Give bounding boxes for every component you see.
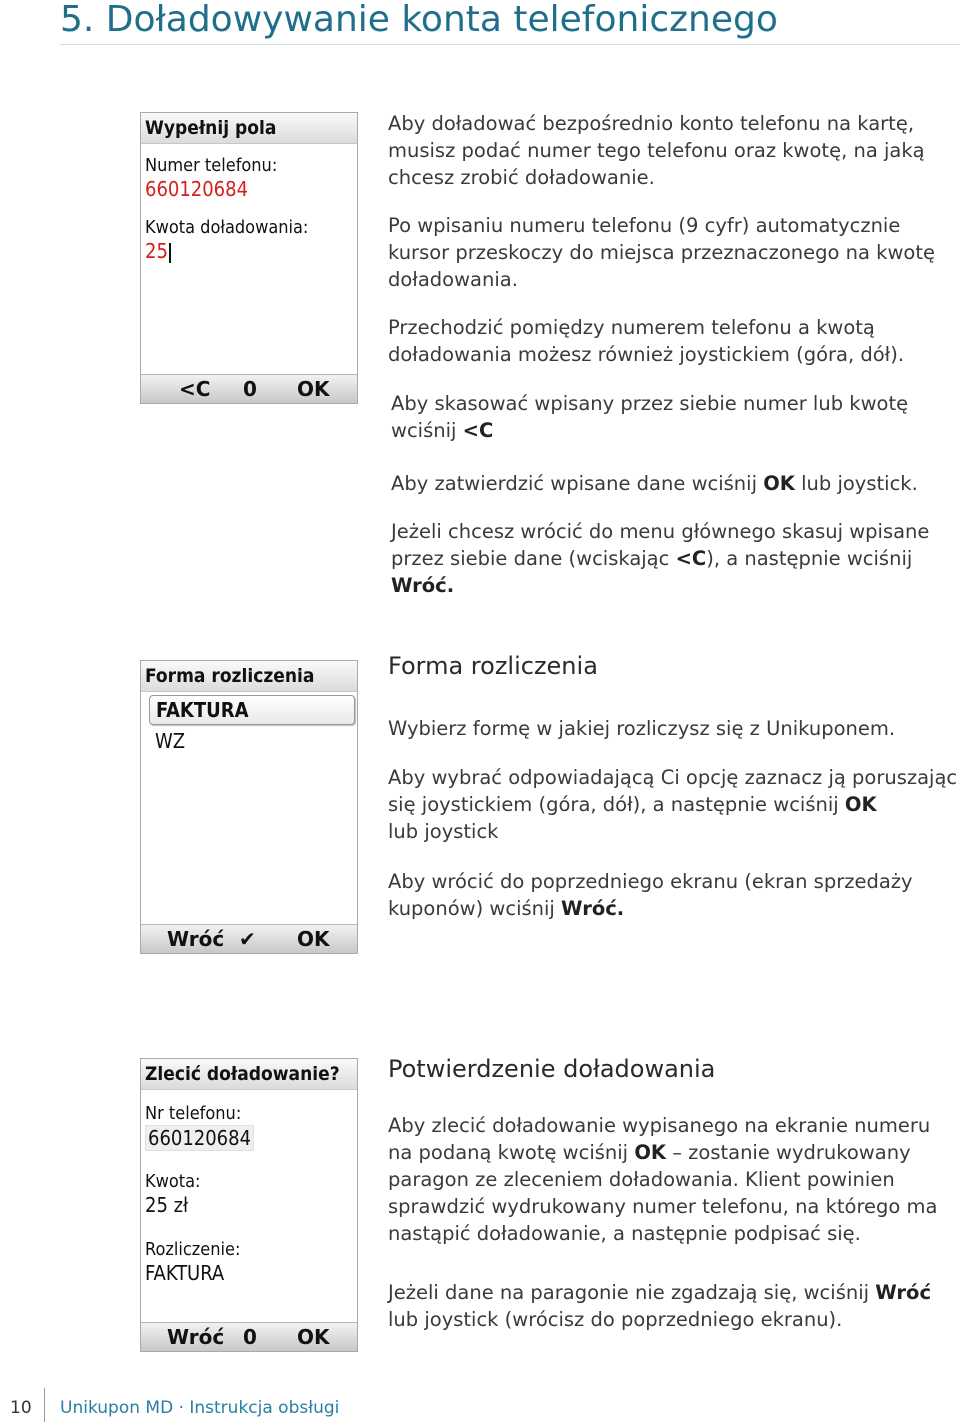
amount-value: 25 zł [145,1193,189,1217]
amount-value: 25 [145,239,168,263]
section2-paragraph-2 [388,764,960,845]
section2-paragraph-3 [388,868,928,922]
section1-paragraph-4 [391,390,911,444]
section1-paragraph-1: Aby doładować bezpośrednio konto telefonu na kartę, musisz podać numer tego telefonu oraz kwotę, na jaką chcesz zrobić doładowanie. [388,112,925,189]
settlement-value: FAKTURA [145,1261,225,1285]
text: Jeżeli chcesz wrócić do menu głównego skasuj wpisane przez siebie dane (wciskając [391,520,930,570]
settlement-label: Rozliczenie: [145,1239,241,1260]
amount-input [145,239,171,263]
screen-header: Zlecić doładowanie? [141,1059,357,1090]
back-softkey[interactable]: Wróć [167,1325,225,1349]
text: lub joystick [388,820,499,843]
back-softkey[interactable]: Wróć [167,927,225,951]
back-key-ref: Wróć. [561,897,625,920]
text: Aby wybrać odpowiadającą Ci opcję zaznacz ją poruszając się joystickiem (góra, dół), a następnie wciśnij [388,766,958,816]
phone-screen-settlement [140,660,358,954]
phone-number-label: Numer telefonu: [145,155,278,176]
text: ), a następnie wciśnij [706,547,913,570]
option-faktura[interactable] [149,695,355,725]
option-wz[interactable]: WZ [155,729,186,753]
section3-paragraph-2 [388,1279,954,1333]
clear-softkey[interactable]: <C [179,377,211,401]
phone-screen-confirm [140,1058,358,1352]
softkey-bar [141,374,357,403]
back-key-ref: Wróć [875,1281,932,1304]
amount-label: Kwota doładowania: [145,217,309,238]
phone-number-value: 660120684 [145,177,249,201]
footer-title: Unikupon MD · Instrukcja obsługi [60,1398,340,1418]
text: – zostanie wydrukowany paragon ze zleceniem doładowania. Klient powinien sprawdzić wydrukowany numer telefonu, na którego ma nastąpić doładowanie, a następnie podpisać się. [388,1141,938,1245]
text: Aby zatwierdzić wpisane dane wciśnij [391,472,764,495]
softkey-bar [141,1322,357,1351]
section2-paragraph-1: Wybierz formę w jakiej rozliczysz się z Unikuponem. [388,717,896,740]
section1-paragraph-6 [391,518,931,599]
ok-softkey[interactable]: OK [297,1325,330,1349]
ok-key-ref: OK [763,472,795,495]
page-number: 10 [10,1398,32,1418]
option-faktura-label: FAKTURA [156,698,249,722]
text: Aby skasować wpisany przez siebie numer lub kwotę wciśnij [391,392,909,442]
text: Aby zlecić doładowanie wypisanego na ekranie numeru na podaną kwotę wciśnij [388,1114,931,1164]
clear-key-ref: <C [462,419,494,442]
ok-key-ref: OK [844,793,877,816]
ok-softkey[interactable]: OK [297,927,330,951]
softkey-bar [141,924,357,953]
title-divider [60,44,960,45]
screen-header: Forma rozliczenia [141,661,357,692]
text: lub joystick (wrócisz do poprzedniego ekranu). [388,1308,843,1331]
amount-label: Kwota: [145,1171,201,1192]
clear-key-ref: <C [675,547,707,570]
section2-heading: Forma rozliczenia [388,652,598,680]
phone-number-value: 660120684 [145,1125,254,1151]
page-title: 5. Doładowywanie konta telefonicznego [60,0,778,40]
phone-screen-fill-fields [140,112,358,404]
ok-softkey[interactable]: OK [297,377,330,401]
section3-paragraph-1 [388,1112,954,1247]
zero-softkey[interactable]: 0 [243,377,257,401]
text: Aby wrócić do poprzedniego ekranu (ekran sprzedaży kuponów) wciśnij [388,870,913,920]
section1-paragraph-2: Po wpisaniu numeru telefonu (9 cyfr) automatycznie kursor przeskoczy do miejsca przeznaczonego na kwotę doładowania. [388,214,935,291]
ok-key-ref: OK [634,1141,666,1164]
section1-paragraph-5 [391,470,951,497]
text-cursor [169,243,171,263]
text: Jeżeli dane na paragonie nie zgadzają się, wciśnij [388,1281,876,1304]
screen-header: Wypełnij pola [141,113,357,144]
section1-paragraph-3: Przechodzić pomiędzy numerem telefonu a kwotą doładowania możesz również joystickiem (góra, dół). [388,316,905,366]
text: lub joystick. [794,472,918,495]
zero-softkey[interactable]: 0 [243,1325,257,1349]
phone-number-label: Nr telefonu: [145,1103,242,1124]
check-icon[interactable]: ✔ [239,927,256,951]
back-key-ref: Wróć. [391,574,455,597]
footer-divider [44,1388,45,1422]
section3-heading: Potwierdzenie doładowania [388,1055,716,1083]
